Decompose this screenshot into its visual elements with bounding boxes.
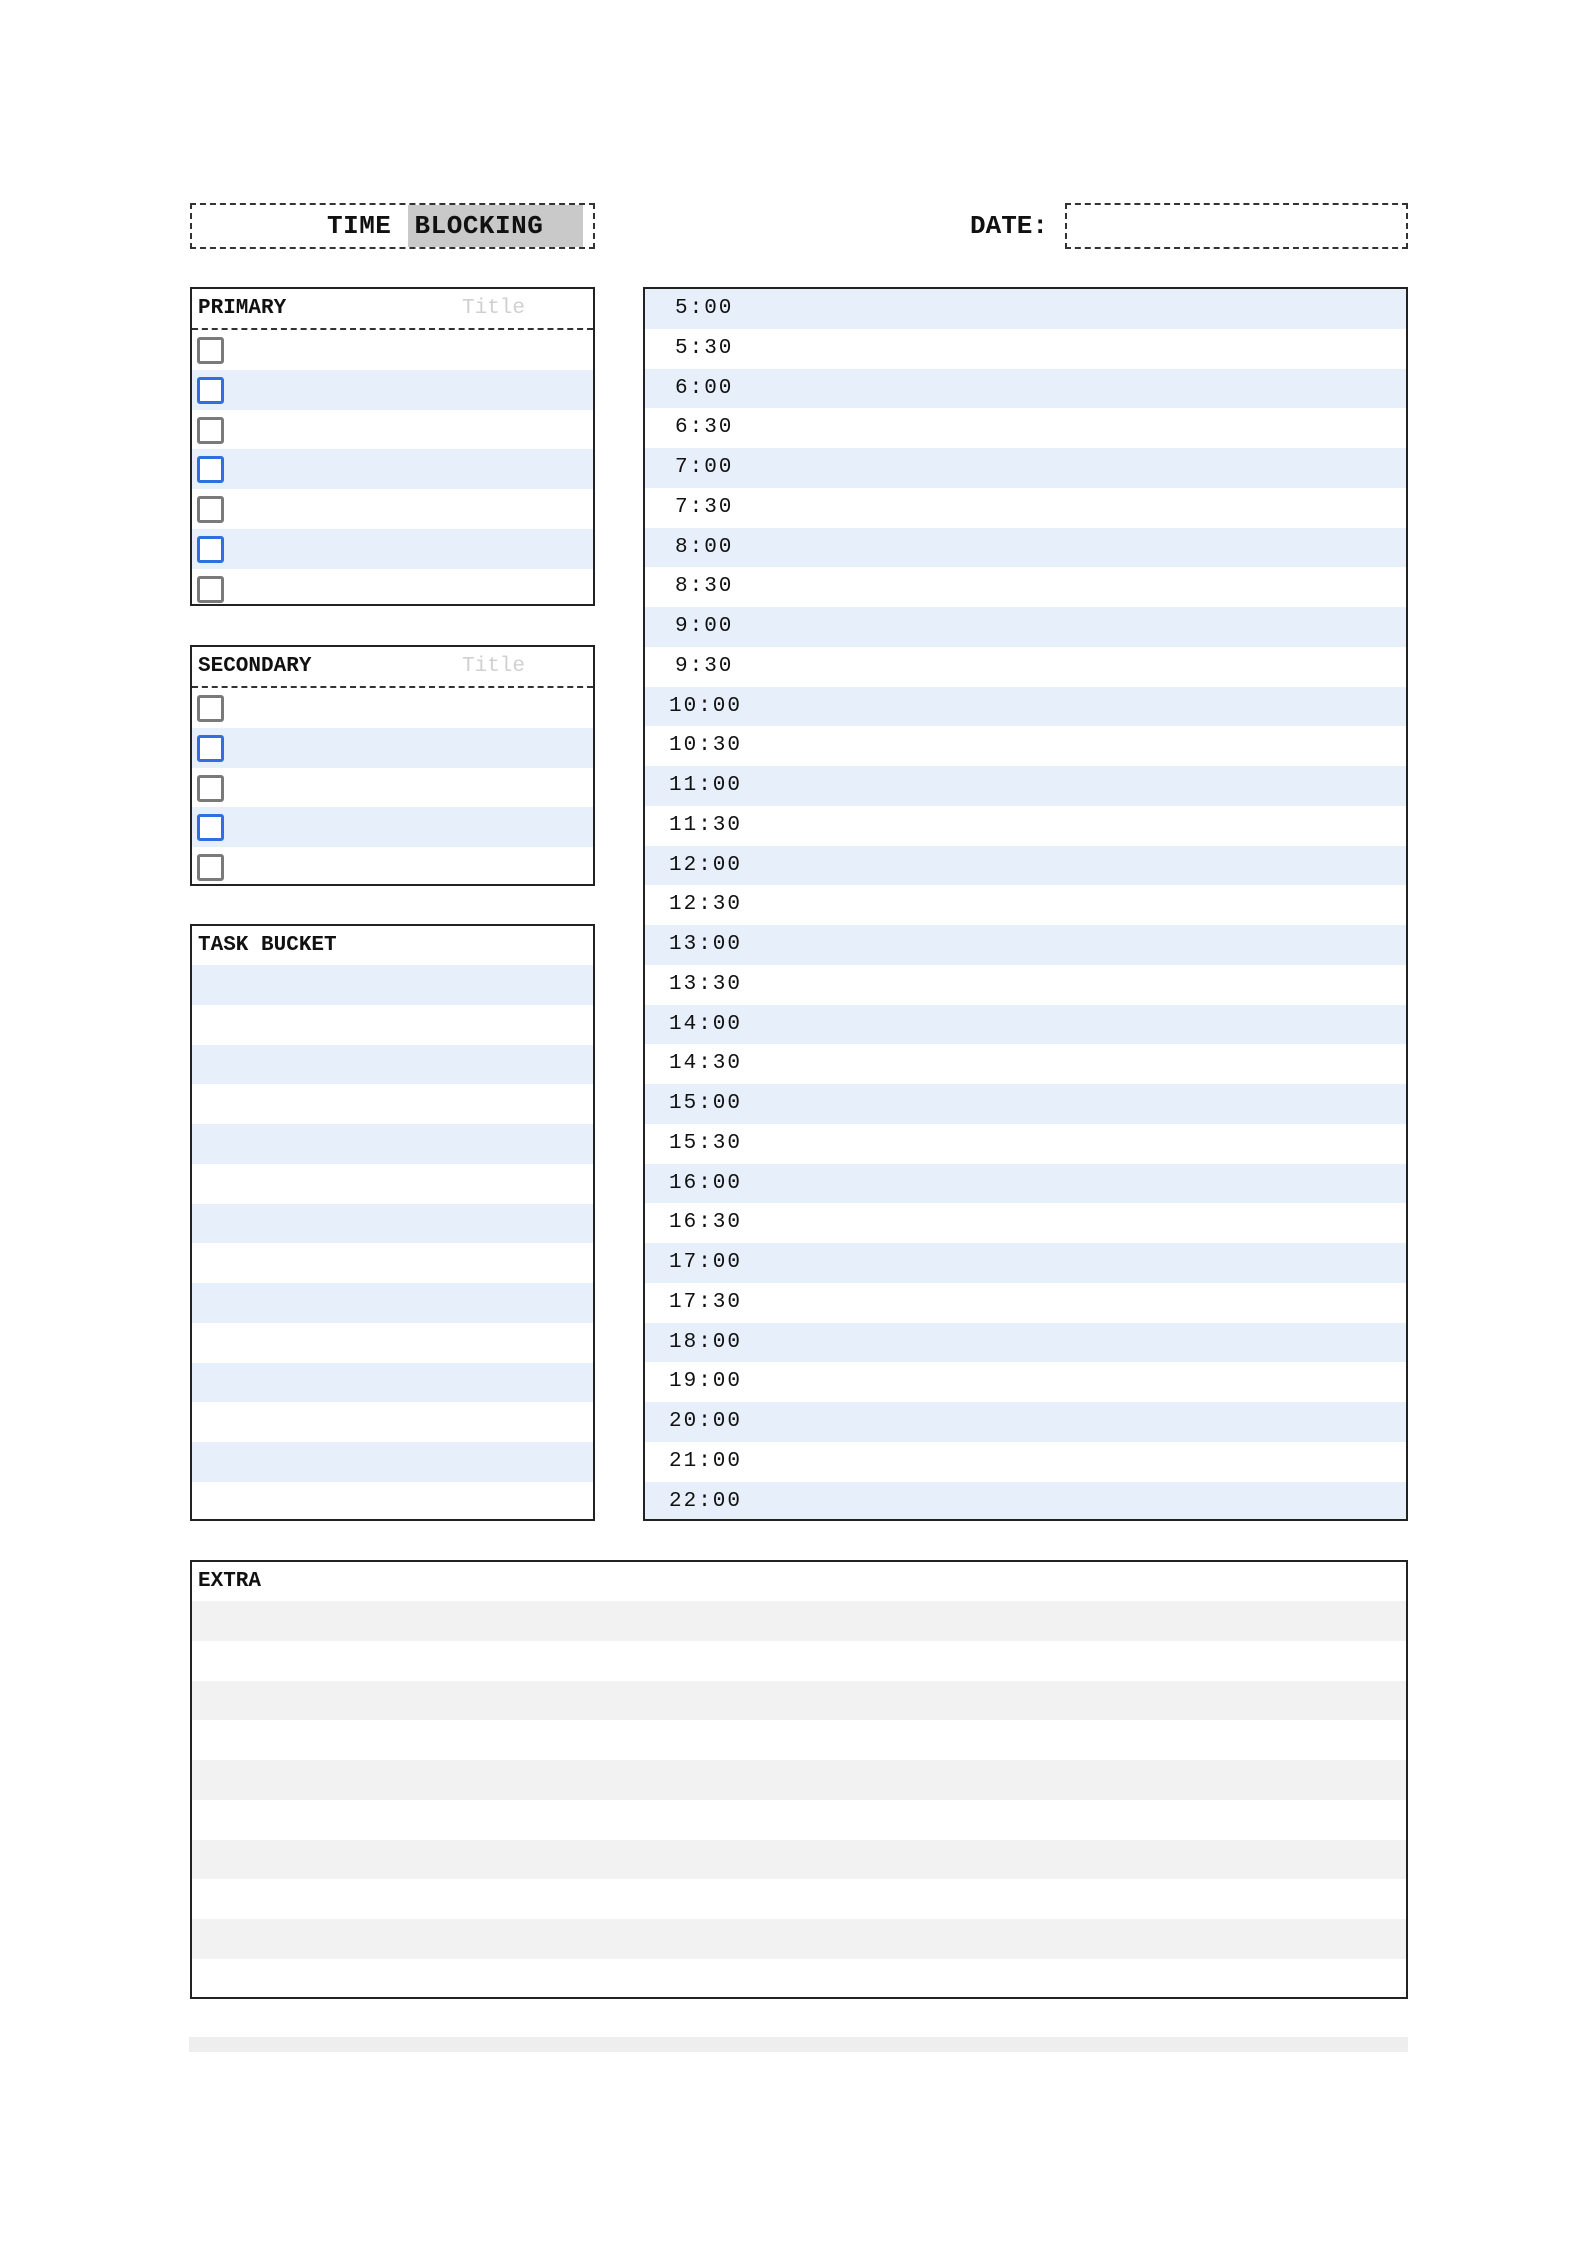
checklist-row[interactable] — [192, 688, 593, 728]
time-label: 8:00 — [675, 535, 734, 559]
time-slot-row[interactable] — [645, 1243, 1406, 1283]
time-label: 10:30 — [669, 734, 743, 758]
checklist-row[interactable] — [192, 728, 593, 768]
task-bucket-row[interactable] — [192, 1442, 593, 1482]
checklist-row[interactable] — [192, 489, 593, 529]
checkbox[interactable] — [197, 814, 224, 841]
time-label: 7:00 — [675, 456, 734, 479]
date-field[interactable] — [1065, 203, 1408, 249]
checklist-row[interactable] — [192, 330, 593, 370]
time-slot-row[interactable] — [645, 687, 1406, 727]
time-slot-row[interactable] — [645, 289, 1406, 329]
time-slot-row[interactable] — [645, 1482, 1406, 1522]
task-bucket-row[interactable] — [192, 1005, 593, 1045]
task-bucket-panel — [190, 924, 595, 1521]
time-slot-row[interactable] — [645, 607, 1406, 647]
checklist-row[interactable] — [192, 370, 593, 410]
primary-panel — [190, 287, 595, 606]
task-bucket-row[interactable] — [192, 1323, 593, 1363]
task-bucket-row[interactable] — [192, 1164, 593, 1204]
extra-row[interactable] — [192, 1959, 1406, 1999]
extra-row[interactable] — [192, 1760, 1406, 1800]
time-slot-row[interactable] — [645, 965, 1406, 1005]
time-slot-row[interactable] — [645, 567, 1406, 607]
secondary-header — [192, 647, 593, 688]
checklist-row[interactable] — [192, 807, 593, 847]
time-label: 13:30 — [669, 972, 743, 996]
task-bucket-row[interactable] — [192, 1084, 593, 1124]
secondary-title-input[interactable]: Title — [462, 655, 526, 678]
time-slot-row[interactable] — [645, 329, 1406, 369]
time-slot-row[interactable] — [645, 1362, 1406, 1402]
time-slot-row[interactable] — [645, 1402, 1406, 1442]
checkbox[interactable] — [197, 456, 224, 483]
checklist-row[interactable] — [192, 529, 593, 569]
checkbox[interactable] — [197, 775, 224, 802]
checkbox[interactable] — [197, 735, 224, 762]
time-slot-row[interactable] — [645, 766, 1406, 806]
time-label: 20:00 — [669, 1410, 743, 1433]
checklist-row[interactable] — [192, 847, 593, 886]
task-bucket-row[interactable] — [192, 1482, 593, 1521]
time-slot-row[interactable] — [645, 726, 1406, 766]
checkbox[interactable] — [197, 377, 224, 404]
task-bucket-row[interactable] — [192, 1283, 593, 1323]
extra-row[interactable] — [192, 1601, 1406, 1641]
time-slot-row[interactable] — [645, 1005, 1406, 1045]
time-slot-row[interactable] — [645, 1442, 1406, 1482]
page-title — [327, 205, 583, 247]
task-bucket-header: TASK BUCKET — [198, 934, 337, 957]
time-label: 10:00 — [669, 694, 743, 718]
time-slot-row[interactable] — [645, 488, 1406, 528]
time-label: 7:30 — [675, 495, 734, 519]
primary-title-input[interactable]: Title — [462, 297, 526, 320]
time-label: 11:30 — [669, 813, 743, 837]
task-bucket-row[interactable] — [192, 1204, 593, 1244]
time-label: 15:00 — [669, 1092, 743, 1115]
time-slot-row[interactable] — [645, 1283, 1406, 1323]
time-slot-row[interactable] — [645, 806, 1406, 846]
date-label: DATE: — [970, 211, 1049, 241]
checkbox[interactable] — [197, 337, 224, 364]
schedule-panel — [643, 287, 1408, 1521]
time-label: 9:00 — [675, 615, 734, 638]
task-bucket-row[interactable] — [192, 1124, 593, 1164]
checkbox[interactable] — [197, 417, 224, 444]
time-label: 9:30 — [675, 654, 734, 678]
time-slot-row[interactable] — [645, 1044, 1406, 1084]
time-label: 6:00 — [675, 376, 734, 400]
time-slot-row[interactable] — [645, 1084, 1406, 1124]
time-label: 19:00 — [669, 1370, 743, 1394]
time-slot-row[interactable] — [645, 1164, 1406, 1204]
time-label: 17:00 — [669, 1251, 743, 1274]
time-slot-row[interactable] — [645, 647, 1406, 687]
secondary-panel — [190, 645, 595, 886]
time-label: 12:00 — [669, 853, 743, 877]
time-label: 12:30 — [669, 893, 743, 917]
time-label: 8:30 — [675, 575, 734, 599]
time-label: 21:00 — [669, 1449, 743, 1473]
time-label: 14:00 — [669, 1012, 743, 1036]
time-slot-row[interactable] — [645, 448, 1406, 488]
extra-row[interactable] — [192, 1879, 1406, 1919]
checklist-row[interactable] — [192, 410, 593, 450]
time-slot-row[interactable] — [645, 369, 1406, 409]
time-label: 22:00 — [669, 1489, 743, 1513]
time-label: 11:00 — [669, 774, 743, 797]
time-label: 17:30 — [669, 1290, 743, 1314]
time-slot-row[interactable] — [645, 1203, 1406, 1243]
checkbox[interactable] — [197, 854, 224, 881]
time-label: 14:30 — [669, 1052, 743, 1076]
task-bucket-row[interactable] — [192, 1402, 593, 1442]
extra-row[interactable] — [192, 1919, 1406, 1959]
checkbox[interactable] — [197, 695, 224, 722]
footer-bar — [189, 2037, 1408, 2052]
extra-row[interactable] — [192, 1840, 1406, 1880]
extra-row[interactable] — [192, 1641, 1406, 1681]
checklist-row[interactable] — [192, 569, 593, 607]
title-part-2: BLOCKING — [408, 205, 584, 247]
time-label: 15:30 — [669, 1131, 743, 1155]
checklist-row[interactable] — [192, 768, 593, 808]
time-label: 16:30 — [669, 1211, 743, 1235]
time-slot-row[interactable] — [645, 925, 1406, 965]
time-label: 6:30 — [675, 416, 734, 440]
time-label: 18:00 — [669, 1330, 743, 1354]
time-slot-row[interactable] — [645, 846, 1406, 886]
time-label: 5:00 — [675, 297, 734, 320]
time-label: 16:00 — [669, 1171, 743, 1195]
task-bucket-row[interactable] — [192, 1363, 593, 1403]
time-slot-row[interactable] — [645, 885, 1406, 925]
title-part-1: TIME — [327, 211, 408, 241]
checkbox[interactable] — [197, 496, 224, 523]
extra-row[interactable] — [192, 1681, 1406, 1721]
checkbox[interactable] — [197, 576, 224, 603]
primary-header — [192, 289, 593, 330]
secondary-label: SECONDARY — [198, 655, 312, 678]
checkbox[interactable] — [197, 536, 224, 563]
extra-row[interactable] — [192, 1800, 1406, 1840]
time-slot-row[interactable] — [645, 1323, 1406, 1363]
checklist-row[interactable] — [192, 449, 593, 489]
time-slot-row[interactable] — [645, 408, 1406, 448]
task-bucket-row[interactable] — [192, 1045, 593, 1085]
title-box — [190, 203, 595, 249]
task-bucket-row[interactable] — [192, 1243, 593, 1283]
task-bucket-row[interactable] — [192, 965, 593, 1005]
time-label: 13:00 — [669, 933, 743, 956]
extra-header: EXTRA — [198, 1570, 262, 1593]
extra-row[interactable] — [192, 1720, 1406, 1760]
primary-label: PRIMARY — [198, 297, 287, 320]
time-slot-row[interactable] — [645, 528, 1406, 568]
extra-panel — [190, 1560, 1408, 1999]
time-label: 5:30 — [675, 336, 734, 360]
time-slot-row[interactable] — [645, 1124, 1406, 1164]
